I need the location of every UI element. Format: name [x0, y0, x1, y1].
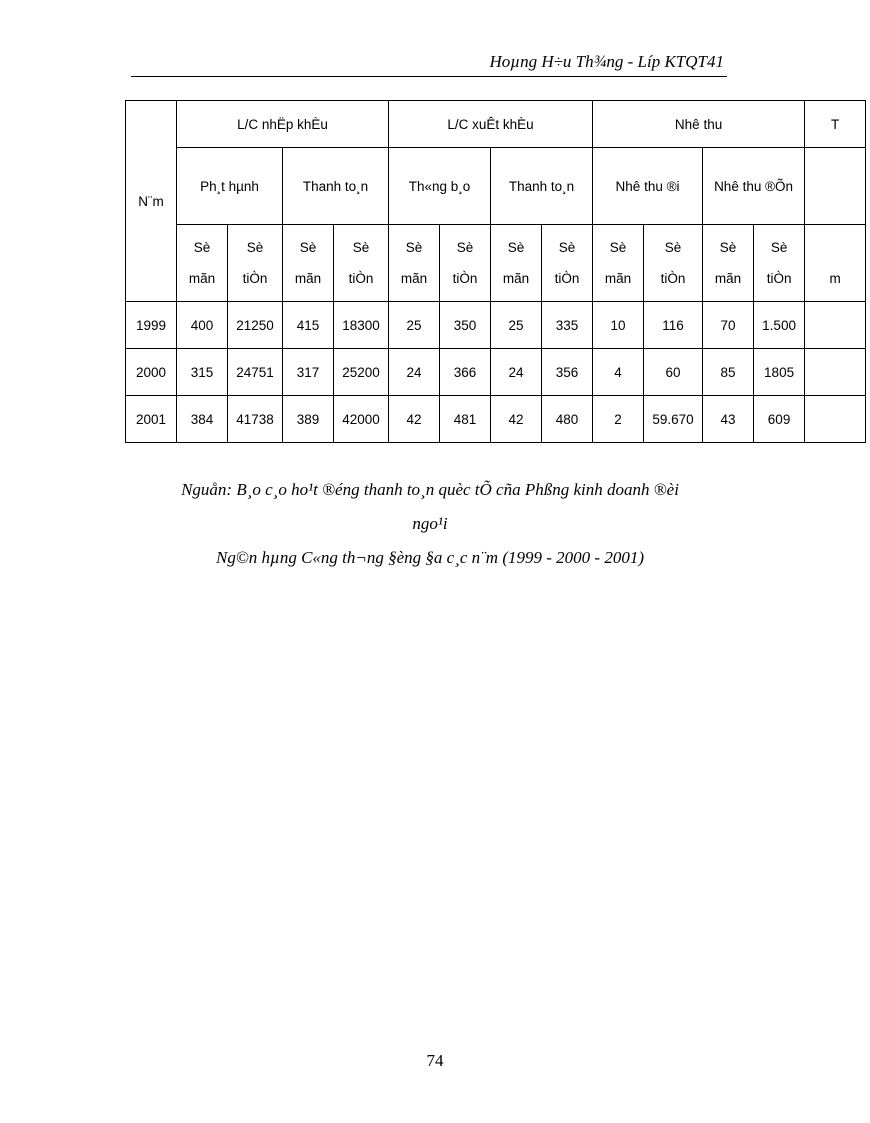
unit-label-line2: tiÒn	[766, 271, 792, 286]
table-cell: 335	[542, 302, 593, 349]
table-cell: 18300	[334, 302, 389, 349]
table-cell: 10	[593, 302, 644, 349]
unit-header	[491, 225, 542, 302]
table-cell: 366	[440, 349, 491, 396]
source-line-2: ngo¹i	[412, 514, 448, 533]
table-cell: 400	[177, 302, 228, 349]
table-cell: 116	[644, 302, 703, 349]
unit-header	[283, 225, 334, 302]
unit-label-line2: m	[829, 271, 841, 286]
year-cell: 1999	[126, 302, 177, 349]
subgroup-header	[805, 148, 866, 225]
table-row	[126, 349, 866, 396]
table-cell: 42	[389, 396, 440, 443]
table-cell: 25	[491, 302, 542, 349]
unit-header	[805, 225, 866, 302]
table-cell: 21250	[228, 302, 283, 349]
table-row	[126, 302, 866, 349]
table-cell: 317	[283, 349, 334, 396]
unit-header	[440, 225, 491, 302]
table-cell: 24751	[228, 349, 283, 396]
year-cell: 2000	[126, 349, 177, 396]
unit-label-line2: mãn	[502, 271, 530, 286]
unit-label-line2: mãn	[294, 271, 322, 286]
unit-header	[177, 225, 228, 302]
table-cell: 85	[703, 349, 754, 396]
table-cell: 315	[177, 349, 228, 396]
table-cell: 41738	[228, 396, 283, 443]
unit-label-line2: mãn	[604, 271, 632, 286]
group-header: T	[805, 101, 866, 148]
subgroup-header: Thanh to¸n	[283, 148, 389, 225]
table-cell: 2	[593, 396, 644, 443]
year-cell: 2001	[126, 396, 177, 443]
group-header: L/C xuÊt khÈu	[389, 101, 593, 148]
unit-label-line2: mãn	[714, 271, 742, 286]
unit-label-line1: Sè	[609, 240, 627, 255]
unit-label-line1: Sè	[299, 240, 317, 255]
unit-header	[542, 225, 593, 302]
unit-header	[228, 225, 283, 302]
table-cell: 42	[491, 396, 542, 443]
unit-header	[703, 225, 754, 302]
table-cell: 70	[703, 302, 754, 349]
unit-label-line2: tiÒn	[348, 271, 374, 286]
statistics-table-container	[125, 100, 841, 445]
table-cell: 42000	[334, 396, 389, 443]
page-number: 74	[426, 1051, 444, 1070]
table-cell: 415	[283, 302, 334, 349]
table-cell: 25	[389, 302, 440, 349]
unit-label-line1: Sè	[352, 240, 370, 255]
table-cell: 609	[754, 396, 805, 443]
unit-header	[334, 225, 389, 302]
subgroup-header: Th«ng b¸o	[389, 148, 491, 225]
page-header: Hoµng H÷u Th¾ng - Líp KTQT41	[489, 52, 724, 71]
table-body	[126, 302, 866, 443]
table-cell: 25200	[334, 349, 389, 396]
table-cell	[805, 349, 866, 396]
table-cell	[805, 396, 866, 443]
unit-label-line1: Sè	[405, 240, 423, 255]
table-cell: 389	[283, 396, 334, 443]
table-cell: 481	[440, 396, 491, 443]
unit-label-line1: Sè	[507, 240, 525, 255]
header-rule	[131, 76, 727, 77]
table-cell: 356	[542, 349, 593, 396]
unit-label-line1: Sè	[456, 240, 474, 255]
unit-label-line1: Sè	[558, 240, 576, 255]
unit-label-line1: Sè	[719, 240, 737, 255]
table-cell: 480	[542, 396, 593, 443]
group-header: Nhê thu	[593, 101, 805, 148]
table-cell	[805, 302, 866, 349]
subgroup-header: Nhê thu ®Õn	[703, 148, 805, 225]
unit-header	[754, 225, 805, 302]
statistics-table	[125, 100, 866, 443]
subgroup-header: Thanh to¸n	[491, 148, 593, 225]
table-cell: 60	[644, 349, 703, 396]
table-cell: 59.670	[644, 396, 703, 443]
table-cell: 384	[177, 396, 228, 443]
year-header: N¨m	[126, 101, 177, 302]
table-cell: 43	[703, 396, 754, 443]
source-line-3: Ng©n hµng C«ng th¬ng §èng §a c¸c n¨m (1999 - 2000 - 2001)	[216, 548, 644, 567]
unit-label-line1: Sè	[770, 240, 788, 255]
unit-label-line1: Sè	[246, 240, 264, 255]
table-row	[126, 396, 866, 443]
unit-header	[389, 225, 440, 302]
unit-label-line1: Sè	[664, 240, 682, 255]
unit-label-line2: tiÒn	[452, 271, 478, 286]
table-cell: 24	[491, 349, 542, 396]
group-header: L/C nhËp khÈu	[177, 101, 389, 148]
subgroup-header: Nhê thu ®i	[593, 148, 703, 225]
table-cell: 350	[440, 302, 491, 349]
source-line-1: Nguån: B¸o c¸o ho¹t ®éng thanh to¸n quèc tÕ cña Phßng kinh doanh ®èi	[181, 480, 679, 499]
unit-label-line2: tiÒn	[242, 271, 268, 286]
table-cell: 1805	[754, 349, 805, 396]
table-cell: 4	[593, 349, 644, 396]
unit-header	[593, 225, 644, 302]
table-cell: 1.500	[754, 302, 805, 349]
unit-label-line2: mãn	[188, 271, 216, 286]
unit-header	[644, 225, 703, 302]
unit-label-line2: tiÒn	[554, 271, 580, 286]
unit-label-line2: mãn	[400, 271, 428, 286]
table-cell: 24	[389, 349, 440, 396]
subgroup-header: Ph¸t hµnh	[177, 148, 283, 225]
unit-label-line1: Sè	[193, 240, 211, 255]
unit-header-row	[126, 225, 866, 302]
unit-label-line2: tiÒn	[660, 271, 686, 286]
